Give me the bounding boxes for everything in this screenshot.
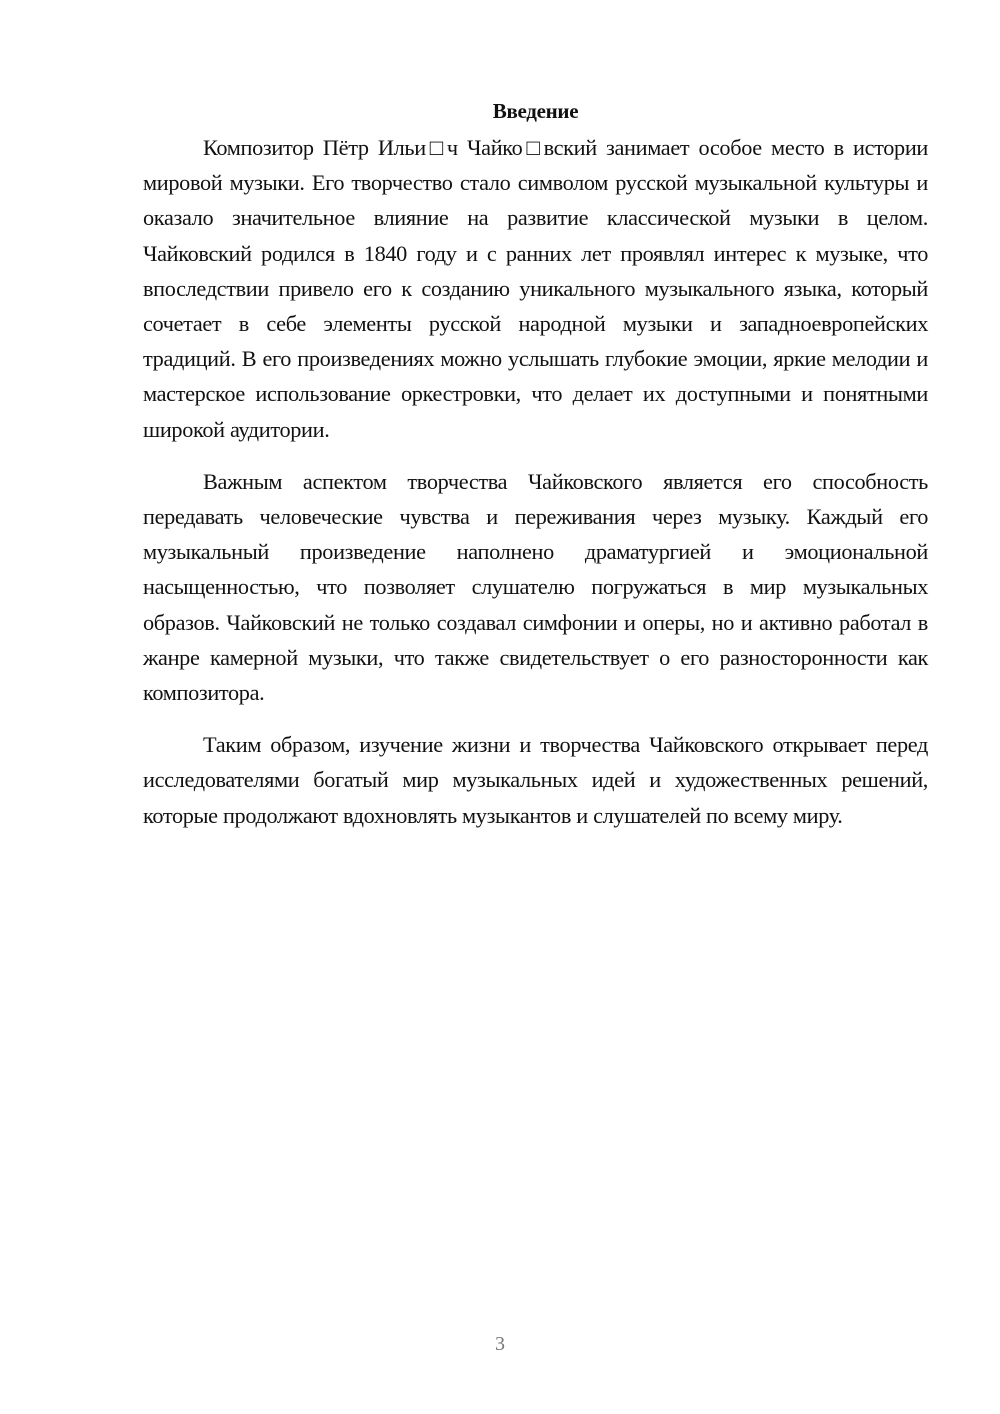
paragraph-intro: Композитор Пётр Ильи□ч Чайко□вский занимает особое место в истории мировой музыки. Его творчество стало символом русской музыкальной культуры и оказало значительное влияние на развитие классической музыки в целом. Чайковский родился в 1840 году и с ранних лет проявлял интерес к музыке, что впоследствии привело его к созданию уникального музыкального языка, который сочетает в себе элементы русской народной музыки и западноевропейских традиций. В его произведениях можно услышать глубокие эмоции, яркие мелодии и мастерское использование оркестровки, что делает их доступными и понятными широкой аудитории. [143, 135, 928, 442]
paragraph-conclusion: Таким образом, изучение жизни и творчества Чайковского открывает перед исследователями богатый мир музыкальных идей и художественных решений, которые продолжают вдохновлять музыкантов и слушателей по всему миру. [143, 732, 928, 828]
section-heading: Введение [492, 99, 579, 123]
page-number: 3 [495, 1333, 505, 1355]
paragraph-feelings: Важным аспектом творчества Чайковского является его способность передавать человеческие чувства и переживания через музыку. Каждый его музыкальный произведение наполнено драматургией и эмоциональной насыщенностью, что позволяет слушателю погружаться в мир музыкальных образов. Чайковский не только создавал симфонии и оперы, но и активно работал в жанре камерной музыки, что также свидетельствует о его разносторонности как композитора. [143, 468, 928, 706]
page-content [143, 96, 928, 850]
